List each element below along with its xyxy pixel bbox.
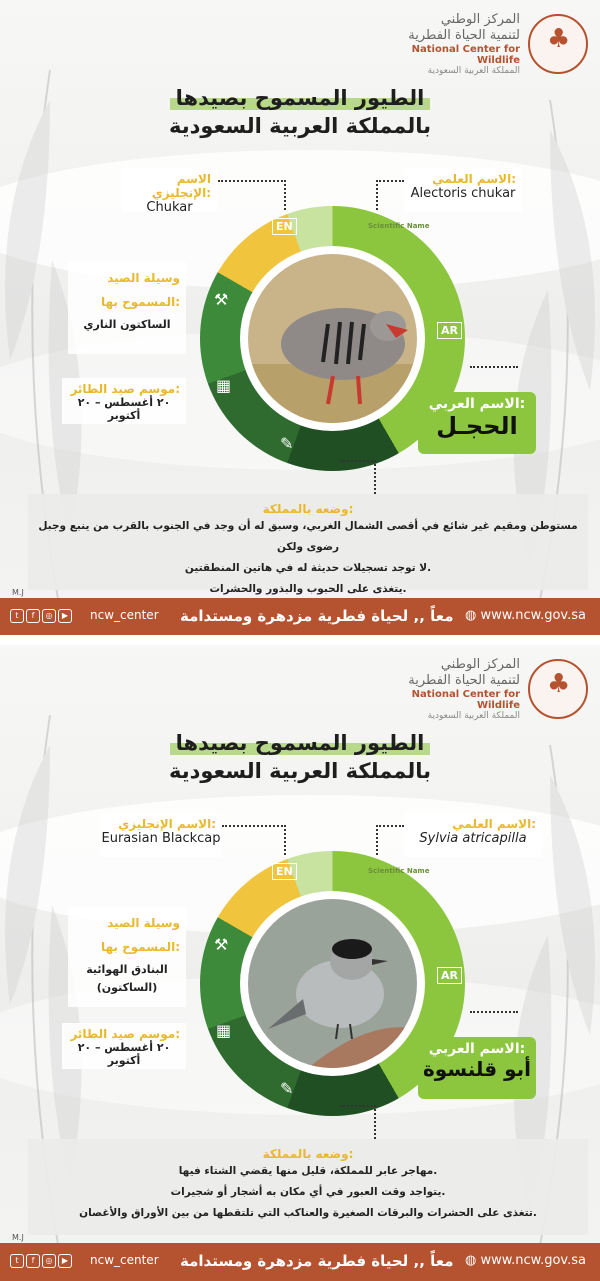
org-country: المملكة العربية السعودية [427, 711, 520, 721]
ar-name-tag: AR [437, 322, 462, 339]
arabic-name-box [418, 1037, 536, 1099]
arabic-name-label: الاسم العربي: [428, 396, 526, 412]
status-line: يتغذى على الحبوب والبذور والحشرات. [209, 583, 407, 595]
status-box [28, 494, 588, 595]
calendar-icon: ▦ [216, 1021, 232, 1040]
ar-name-tag: AR [437, 967, 462, 984]
connector-line [218, 180, 286, 210]
twitter-icon[interactable]: t [10, 609, 24, 623]
arabic-name-value: الحجـل [436, 412, 518, 440]
connector-line [376, 180, 404, 210]
weapon-icon: ⚒ [214, 290, 229, 309]
scientific-name-value: Sylvia atricapilla [419, 831, 527, 846]
credit-mark: M.J [12, 588, 24, 597]
connector-line [340, 1105, 376, 1139]
english-name-value: Eurasian Blackcap [101, 831, 221, 846]
connector-line [470, 366, 518, 392]
arabic-name-box [418, 392, 536, 454]
scientific-name-value: Alectoris chukar [410, 186, 516, 201]
org-logo-text [380, 657, 520, 721]
english-name-box [122, 168, 217, 215]
english-name-label: الاسم الإنجليزي: [118, 817, 216, 831]
bird-photo-blackcap [248, 899, 417, 1068]
footer-slogan: معاً ,, لحياة فطرية مزدهرة ومستدامة [180, 1252, 454, 1270]
instagram-icon[interactable]: ◎ [42, 1254, 56, 1268]
hunting-method-box [68, 262, 186, 354]
scientific-name-box [404, 813, 542, 857]
scientific-name-tag: Scientific Name [368, 222, 430, 230]
status-label: وضعه بالمملكة: [262, 502, 354, 516]
hunting-method-box [68, 907, 186, 1007]
website-link[interactable]: ◍ www.ncw.gov.sa [464, 1253, 586, 1268]
youtube-icon[interactable]: ▶ [58, 1254, 72, 1268]
youtube-icon[interactable]: ▶ [58, 609, 72, 623]
footer-slogan: معاً ,, لحياة فطرية مزدهرة ومستدامة [180, 607, 454, 625]
status-line: تتغذى على الحشرات والبرقات الصغيرة والعناكب التي تلتقطها من بين الأوراق والأغصان. [79, 1207, 537, 1219]
facebook-icon[interactable]: f [26, 1254, 40, 1268]
season-box [62, 378, 186, 424]
weapon-icon: ⚒ [214, 935, 229, 954]
scientific-name-box [404, 168, 522, 212]
english-name-box [100, 813, 222, 857]
card-separator [0, 635, 600, 645]
status-box [28, 1139, 588, 1235]
org-name-en: National Center for Wildlife [411, 44, 520, 66]
en-name-tag: EN [272, 218, 297, 235]
social-handle[interactable]: ncw_center [90, 1253, 159, 1267]
page-title: الطيور المسموح بصيدها [0, 731, 600, 755]
status-label: وضعه بالمملكة: [262, 1147, 354, 1161]
connector-line [470, 1011, 518, 1037]
credit-mark: M.J [12, 1233, 24, 1242]
page-title: الطيور المسموح بصيدها [0, 86, 600, 110]
season-label: موسم صيد الطائر: [70, 382, 180, 396]
bird-card-chukar [0, 0, 600, 635]
status-line: مهاجر عابر للمملكة، قليل منها يقضي الشتاء فيها. [178, 1165, 438, 1177]
org-country: المملكة العربية السعودية [427, 66, 520, 76]
connector-line [222, 825, 286, 855]
season-label: موسم صيد الطائر: [70, 1027, 180, 1041]
page-subtitle: بالمملكة العربية السعودية [168, 759, 432, 783]
org-logo-text [380, 12, 520, 76]
connector-line [340, 460, 376, 494]
clipboard-icon: ✎ [280, 434, 294, 453]
org-name-ar-line1: المركز الوطني [440, 657, 520, 672]
org-name-ar-line2: لتنمية الحياة الفطرية [408, 28, 520, 43]
scientific-name-tag: Scientific Name [368, 867, 430, 875]
scientific-name-label: الاسم العلمي: [432, 172, 516, 186]
hunting-method-value: الساكتون الناري [83, 318, 171, 331]
footer-bar [0, 598, 600, 635]
clipboard-icon: ✎ [280, 1079, 294, 1098]
hunting-method-label: وسيلة الصيد المسموح بها: [100, 271, 180, 309]
status-line: لا توجد تسجيلات حديثة له في هاتين المنطقتين. [184, 562, 432, 574]
bird-photo-chukar [248, 254, 417, 423]
ncw-logo-icon: ♣ [528, 14, 588, 74]
arabic-name-value: أبو قلنسوة [423, 1057, 531, 1081]
facebook-icon[interactable]: f [26, 609, 40, 623]
page-subtitle: بالمملكة العربية السعودية [168, 114, 432, 138]
status-line: مستوطن ومقيم غير شائع في أقصى الشمال الغربي، وسبق له أن وجد في الجنوب بالقرب من ينبع وجبل رضوى ولكن [38, 520, 578, 553]
calendar-icon: ▦ [216, 376, 232, 395]
social-handle[interactable]: ncw_center [90, 608, 159, 622]
blackcap-illustration-icon [248, 899, 417, 1068]
arabic-name-label: الاسم العربي: [428, 1041, 526, 1057]
instagram-icon[interactable]: ◎ [42, 609, 56, 623]
org-name-en: National Center for Wildlife [411, 689, 520, 711]
hunting-method-value: البنادق الهوائية (الساكتون) [86, 963, 168, 994]
org-name-ar-line2: لتنمية الحياة الفطرية [408, 673, 520, 688]
hunting-method-label: وسيلة الصيد المسموح بها: [100, 916, 180, 954]
english-name-label: الاسم الإنجليزي: [151, 172, 211, 200]
season-box [62, 1023, 186, 1069]
english-name-value: Chukar [146, 200, 193, 215]
status-line: يتواجد وقت العبور في أي مكان به أشجار أو شجيرات. [170, 1186, 446, 1198]
season-value: ٢٠ أغسطس – ٢٠ أكتوبر [77, 396, 171, 422]
footer-bar [0, 1243, 600, 1281]
en-name-tag: EN [272, 863, 297, 880]
ncw-logo-icon: ♣ [528, 659, 588, 719]
website-link[interactable]: ◍ www.ncw.gov.sa [464, 608, 586, 623]
connector-line [376, 825, 404, 855]
chukar-illustration-icon [248, 254, 417, 423]
scientific-name-label: الاسم العلمي: [452, 817, 536, 831]
org-name-ar-line1: المركز الوطني [440, 12, 520, 27]
twitter-icon[interactable]: t [10, 1254, 24, 1268]
season-value: ٢٠ أغسطس – ٢٠ أكتوبر [77, 1041, 171, 1067]
bird-card-blackcap [0, 645, 600, 1281]
